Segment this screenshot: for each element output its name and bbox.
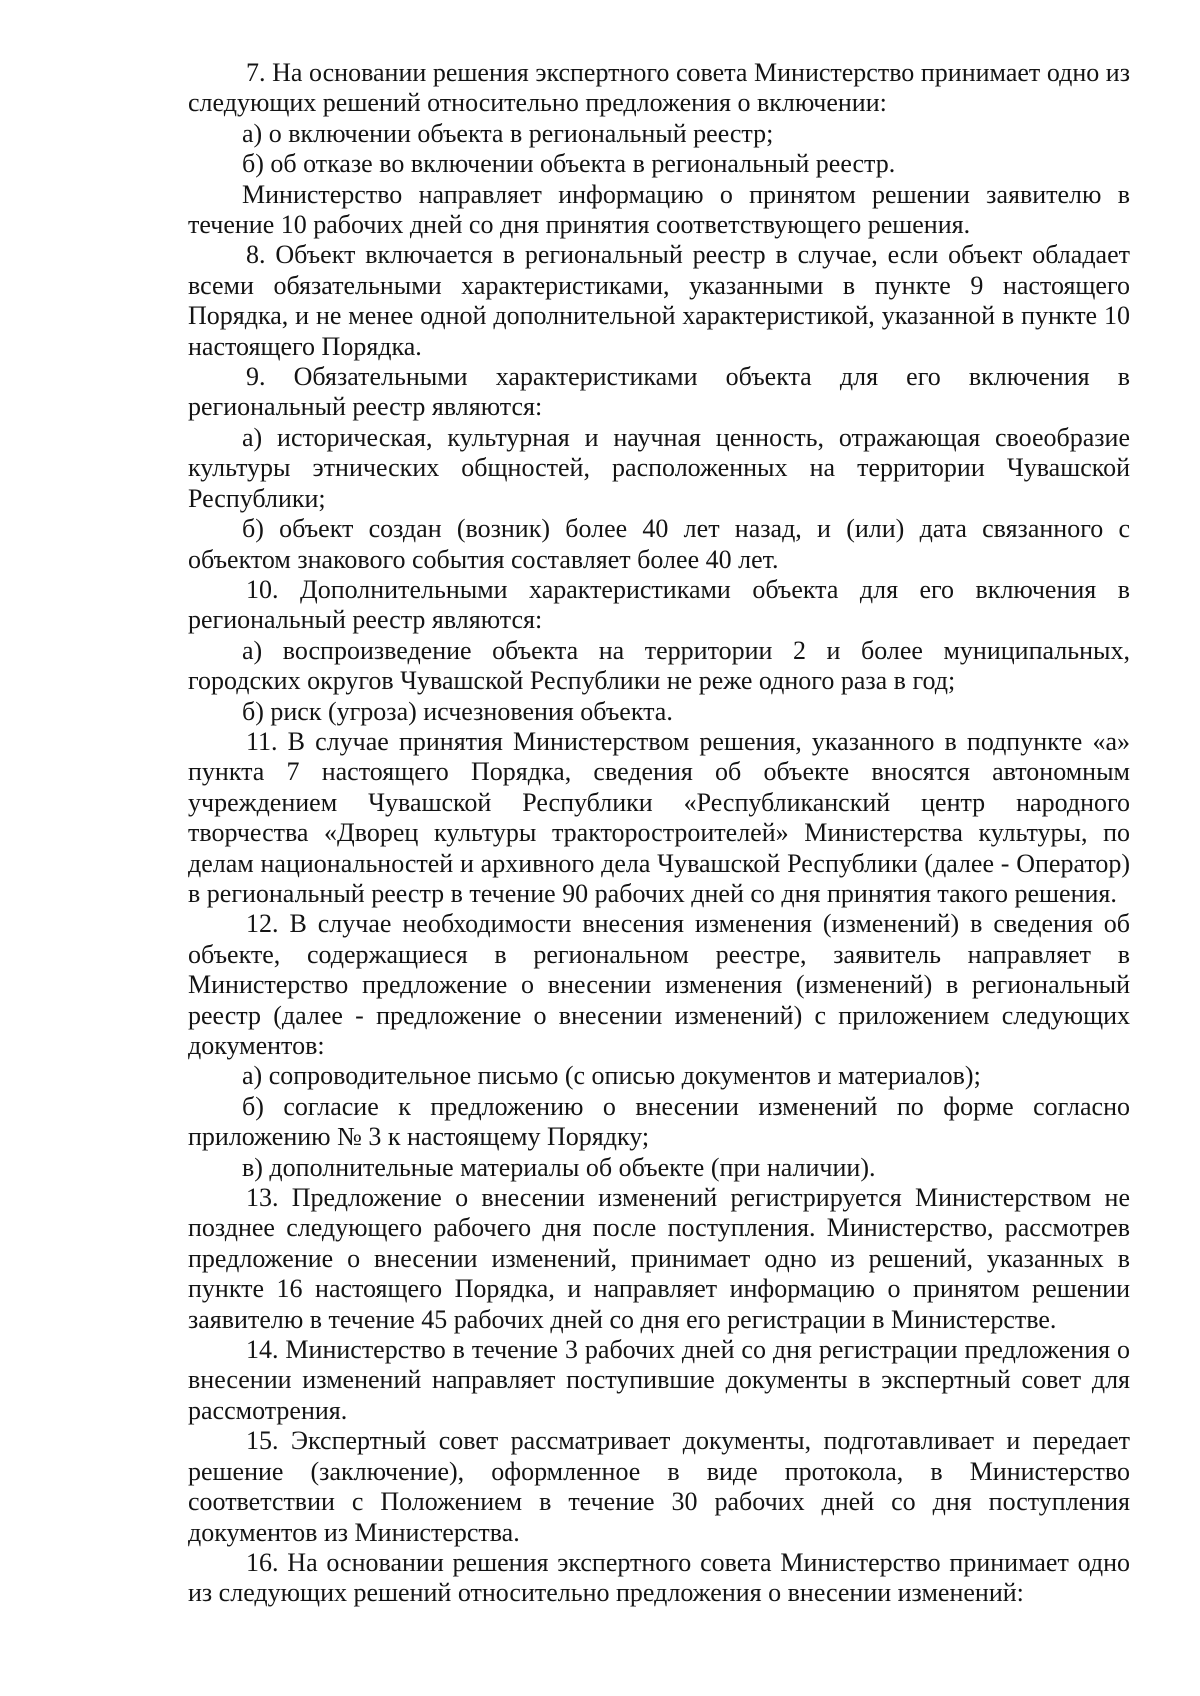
paragraph-12: 12. В случае необходимости внесения изменения (изменений) в сведения об объекте, содержащиеся в региональном реестре, заявитель направляет в Министерство предложение о внесении изменения (изменений) в региональный реестр (далее - предложение о внесении изменений) с приложением следующих документов: xyxy=(188,909,1130,1060)
paragraph-7-b: б) об отказе во включении объекта в региональный реестр. xyxy=(242,149,896,179)
document-body xyxy=(188,58,1130,1609)
paragraph-10-a: а) воспроизведение объекта на территории 2 и более муниципальных, городских округов Чувашской Республики не реже одного раза в год; xyxy=(188,635,1130,696)
paragraph-9-b: б) объект создан (возник) более 40 лет назад, и (или) дата связанного с объектом знакового события составляет более 40 лет. xyxy=(188,514,1130,574)
paragraph-9-a: а) историческая, культурная и научная ценность, отражающая своеобразие культуры этнических общностей, расположенных на территории Чувашской Республики; xyxy=(188,422,1130,513)
paragraph-13: 13. Предложение о внесении изменений регистрируется Министерством не позднее следующего рабочего дня после поступления. Министерство, рассмотрев предложение о внесении изменений, принимает одно из решений, указанных в пункте 16 настоящего Порядка, и направляет информацию о принятом решении заявителю в течение 45 рабочих дней со дня его регистрации в Министерстве. xyxy=(188,1183,1130,1334)
paragraph-9: 9. Обязательными характеристиками объекта для его включения в региональный реестр являются: xyxy=(188,362,1130,422)
paragraph-10: 10. Дополнительными характеристиками объекта для его включения в региональный реестр являются: xyxy=(188,574,1130,635)
paragraph-7-a: а) о включении объекта в региональный реестр; xyxy=(242,118,774,148)
paragraph-16: 16. На основании решения экспертного совета Министерство принимает одно из следующих решений относительно предложения о внесении изменений: xyxy=(188,1547,1130,1608)
paragraph-11: 11. В случае принятия Министерством решения, указанного в подпункте «а» пункта 7 настоящего Порядка, сведения об объекте вносятся автономным учреждением Чувашской Республики «Республиканский центр народного творчества «Дворец культуры тракторостроителей» Министерства культуры, по делам национальностей и архивного дела Чувашской Республики (далее - Оператор) в региональный реестр в течение 90 рабочих дней со дня принятия такого решения. xyxy=(188,726,1130,908)
paragraph-12-v: в) дополнительные материалы об объекте (при наличии). xyxy=(242,1152,876,1182)
paragraph-8: 8. Объект включается в региональный реестр в случае, если объект обладает всеми обязательными характеристиками, указанными в пункте 9 настоящего Порядка, и не менее одной дополнительной характеристикой, указанной в пункте 10 настоящего Порядка. xyxy=(188,240,1130,361)
paragraph-7-notice: Министерство направляет информацию о принятом решении заявителю в течение 10 рабочих дней со дня принятия соответствующего решения. xyxy=(188,179,1130,240)
paragraph-12-b: б) согласие к предложению о внесении изменений по форме согласно приложению № 3 к настоящему Порядку; xyxy=(188,1091,1130,1152)
paragraph-14: 14. Министерство в течение 3 рабочих дней со дня регистрации предложения о внесении изменений направляет поступившие документы в экспертный совет для рассмотрения. xyxy=(188,1335,1130,1425)
paragraph-10-b: б) риск (угроза) исчезновения объекта. xyxy=(242,696,673,726)
paragraph-12-a: а) сопроводительное письмо (с описью документов и материалов); xyxy=(242,1061,981,1091)
paragraph-7: 7. На основании решения экспертного совета Министерство принимает одно из следующих решений относительно предложения о включении: xyxy=(188,58,1130,118)
paragraph-15: 15. Экспертный совет рассматривает документы, подготавливает и передает решение (заключение), оформленное в виде протокола, в Министерство соответствии с Положением в течение 30 рабочих дней со дня поступления документов из Министерства. xyxy=(188,1426,1130,1547)
